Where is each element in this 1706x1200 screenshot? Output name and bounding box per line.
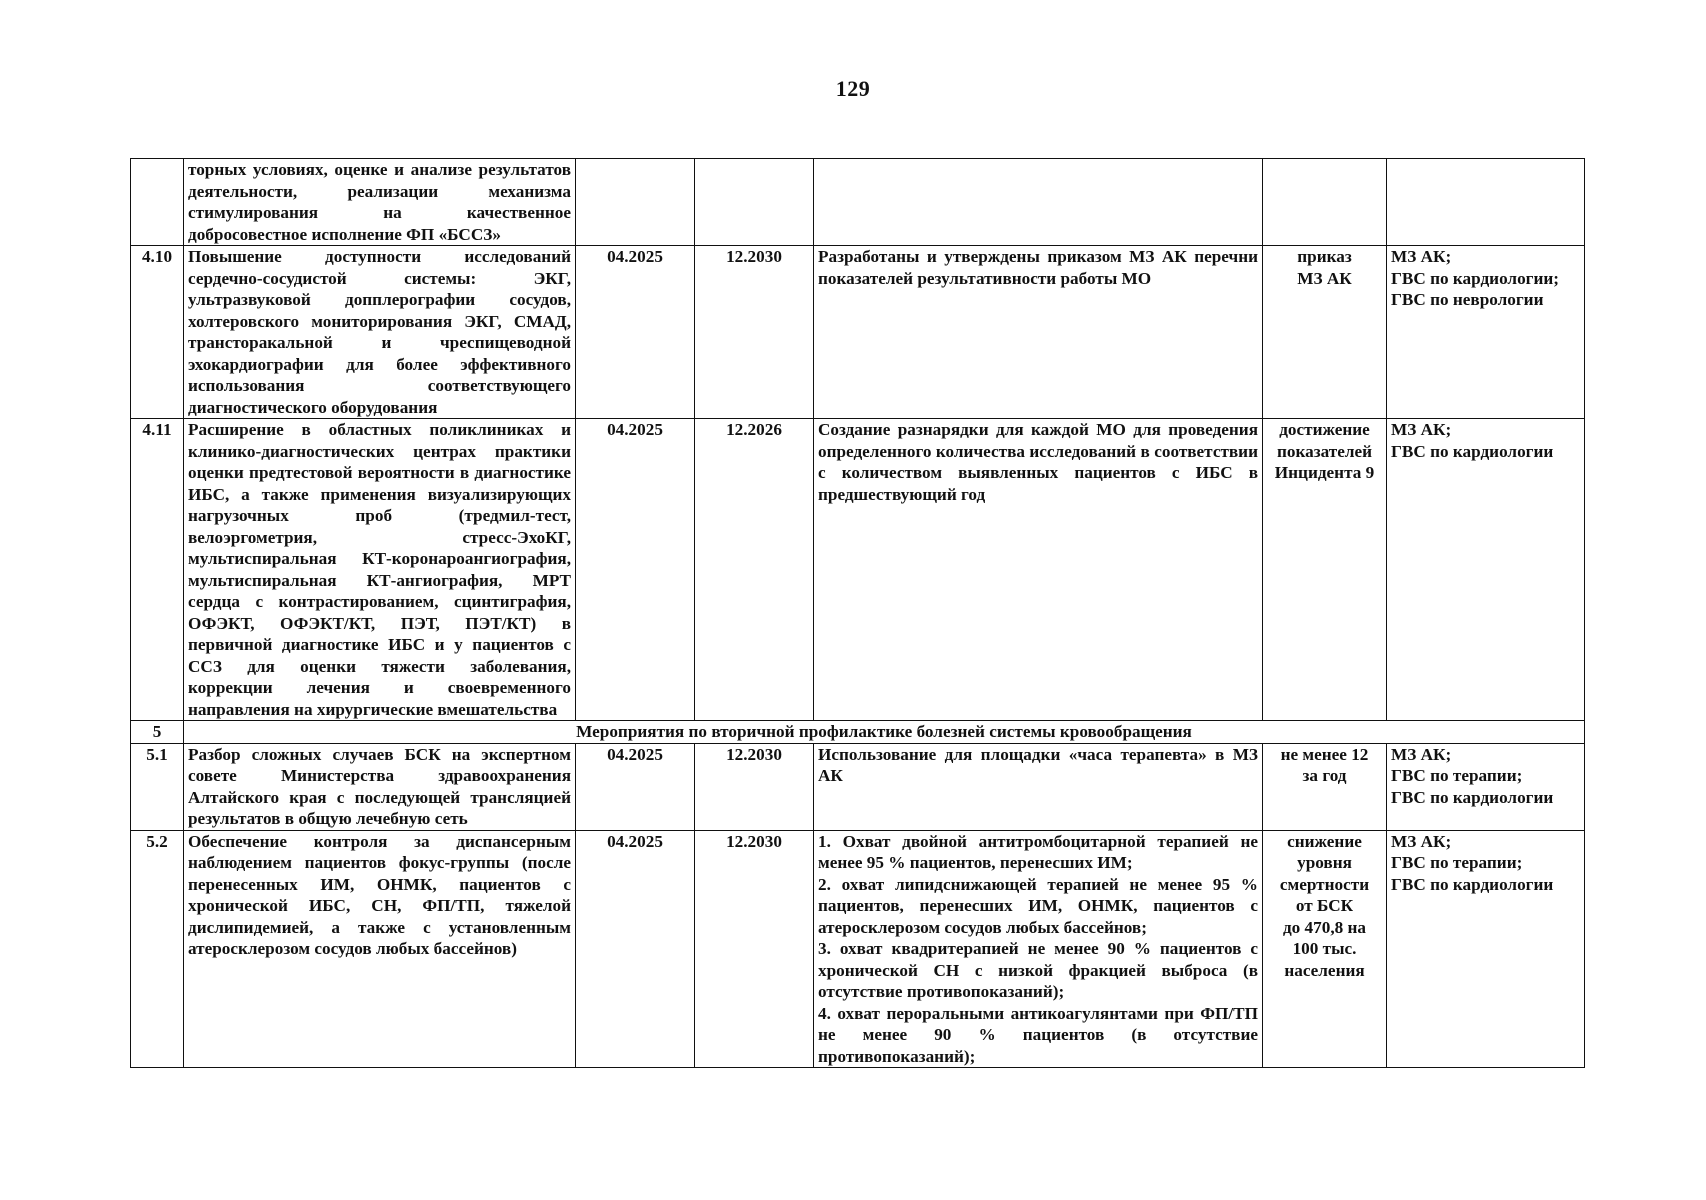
cell-start: 04.2025: [576, 830, 695, 1068]
cell-measure-name: торных условиях, оценке и анализе результатов деятельности, реализации механизма стимулирования на качественное добросовестное исполнение ФП «БССЗ»: [184, 159, 576, 246]
cell-end: 12.2030: [695, 743, 814, 830]
cell-result: [814, 159, 1263, 246]
section-num: 5: [131, 721, 184, 744]
cell-start: 04.2025: [576, 246, 695, 419]
cell-end: [695, 159, 814, 246]
cell-num: 5.1: [131, 743, 184, 830]
cell-indicator: снижение уровня смертности от БСК до 470,8 на 100 тыс. населения: [1263, 830, 1387, 1068]
cell-responsible: МЗ АК; ГВС по кардиологии: [1387, 419, 1585, 721]
table-row-continuation: [131, 159, 1585, 246]
cell-indicator: [1263, 159, 1387, 246]
cell-num: 5.2: [131, 830, 184, 1068]
cell-indicator: не менее 12 за год: [1263, 743, 1387, 830]
table-row: [131, 419, 1585, 721]
cell-result: Использование для площадки «часа терапевта» в МЗ АК: [814, 743, 1263, 830]
cell-result: [814, 830, 1263, 1068]
cell-measure-name: Обеспечение контроля за диспансерным наблюдением пациентов фокус-группы (после перенесенных ИМ, ОНМК, пациентов с хронической ИБС, СН, ФП/ТП, тяжелой дислипидемией, а также с установленным атеросклерозом сосудов любых бассейнов): [184, 830, 576, 1068]
cell-num: 4.11: [131, 419, 184, 721]
cell-start: 04.2025: [576, 743, 695, 830]
section-title: Мероприятия по вторичной профилактике болезней системы кровообращения: [184, 721, 1585, 744]
result-item: 4. охват пероральными антикоагулянтами при ФП/ТП не менее 90 % пациентов (в отсутствие противопоказаний);: [818, 1003, 1258, 1066]
result-item: 2. охват липидснижающей терапией не менее 95 % пациентов, перенесших ИМ, ОНМК, пациентов с атеросклерозом сосудов любых бассейнов;: [818, 874, 1258, 937]
table-row: [131, 743, 1585, 830]
table-row: [131, 246, 1585, 419]
cell-result: Создание разнарядки для каждой МО для проведения определенного количества исследований в соответствии с количеством выявленных пациентов с ИБС в предшествующий год: [814, 419, 1263, 721]
result-item: 3. охват квадритерапией не менее 90 % пациентов с хронической СН с низкой фракцией выброса (в отсутствие противопоказаний);: [818, 939, 1258, 1001]
cell-responsible: [1387, 159, 1585, 246]
cell-measure-name: Расширение в областных поликлиниках и клинико-диагностических центрах практики оценки предтестовой вероятности в диагностике ИБС, а также применения визуализирующих нагрузочных проб (тредмил-тест, велоэргометрия, стресс-ЭхоКГ, мультиспиральная КТ-коронароангиография, мультиспиральная КТ-ангиография, МРТ сердца с контрастированием, сцинтиграфия, ОФЭКТ, ОФЭКТ/КТ, ПЭТ, ПЭТ/КТ) в первичной диагностике ИБС и у пациентов с ССЗ для оценки тяжести заболевания, коррекции лечения и своевременного направления на хирургические вмешательства: [184, 419, 576, 721]
cell-num: [131, 159, 184, 246]
cell-num: 4.10: [131, 246, 184, 419]
cell-responsible: МЗ АК; ГВС по терапии; ГВС по кардиологии: [1387, 830, 1585, 1068]
cell-end: 12.2030: [695, 830, 814, 1068]
result-item: 1. Охват двойной антитромбоцитарной терапией не менее 95 % пациентов, перенесших ИМ;: [818, 831, 1258, 872]
page-number: 129: [835, 76, 871, 101]
cell-end: 12.2030: [695, 246, 814, 419]
cell-measure-name: Повышение доступности исследований сердечно-сосудистой системы: ЭКГ, ультразвуковой допплерографии сосудов, холтеровского мониторирования ЭКГ, СМАД, трансторакальной и чреспищеводной эхокардиографии для более эффективного использования соответствующего диагностического оборудования: [184, 246, 576, 419]
cell-measure-name: Разбор сложных случаев БСК на экспертном совете Министерства здравоохранения Алтайского края с последующей трансляцией результатов в общую лечебную сеть: [184, 743, 576, 830]
section-row: [131, 721, 1585, 744]
cell-responsible: МЗ АК; ГВС по терапии; ГВС по кардиологии: [1387, 743, 1585, 830]
cell-start: [576, 159, 695, 246]
cell-indicator: приказ МЗ АК: [1263, 246, 1387, 419]
cell-start: 04.2025: [576, 419, 695, 721]
cell-indicator: достижение показателей Инцидента 9: [1263, 419, 1387, 721]
cell-result: Разработаны и утверждены приказом МЗ АК перечни показателей результативности работы МО: [814, 246, 1263, 419]
table-row: [131, 830, 1585, 1068]
action-plan-table: [130, 158, 1585, 1068]
cell-responsible: МЗ АК; ГВС по кардиологии; ГВС по неврологии: [1387, 246, 1585, 419]
cell-end: 12.2026: [695, 419, 814, 721]
